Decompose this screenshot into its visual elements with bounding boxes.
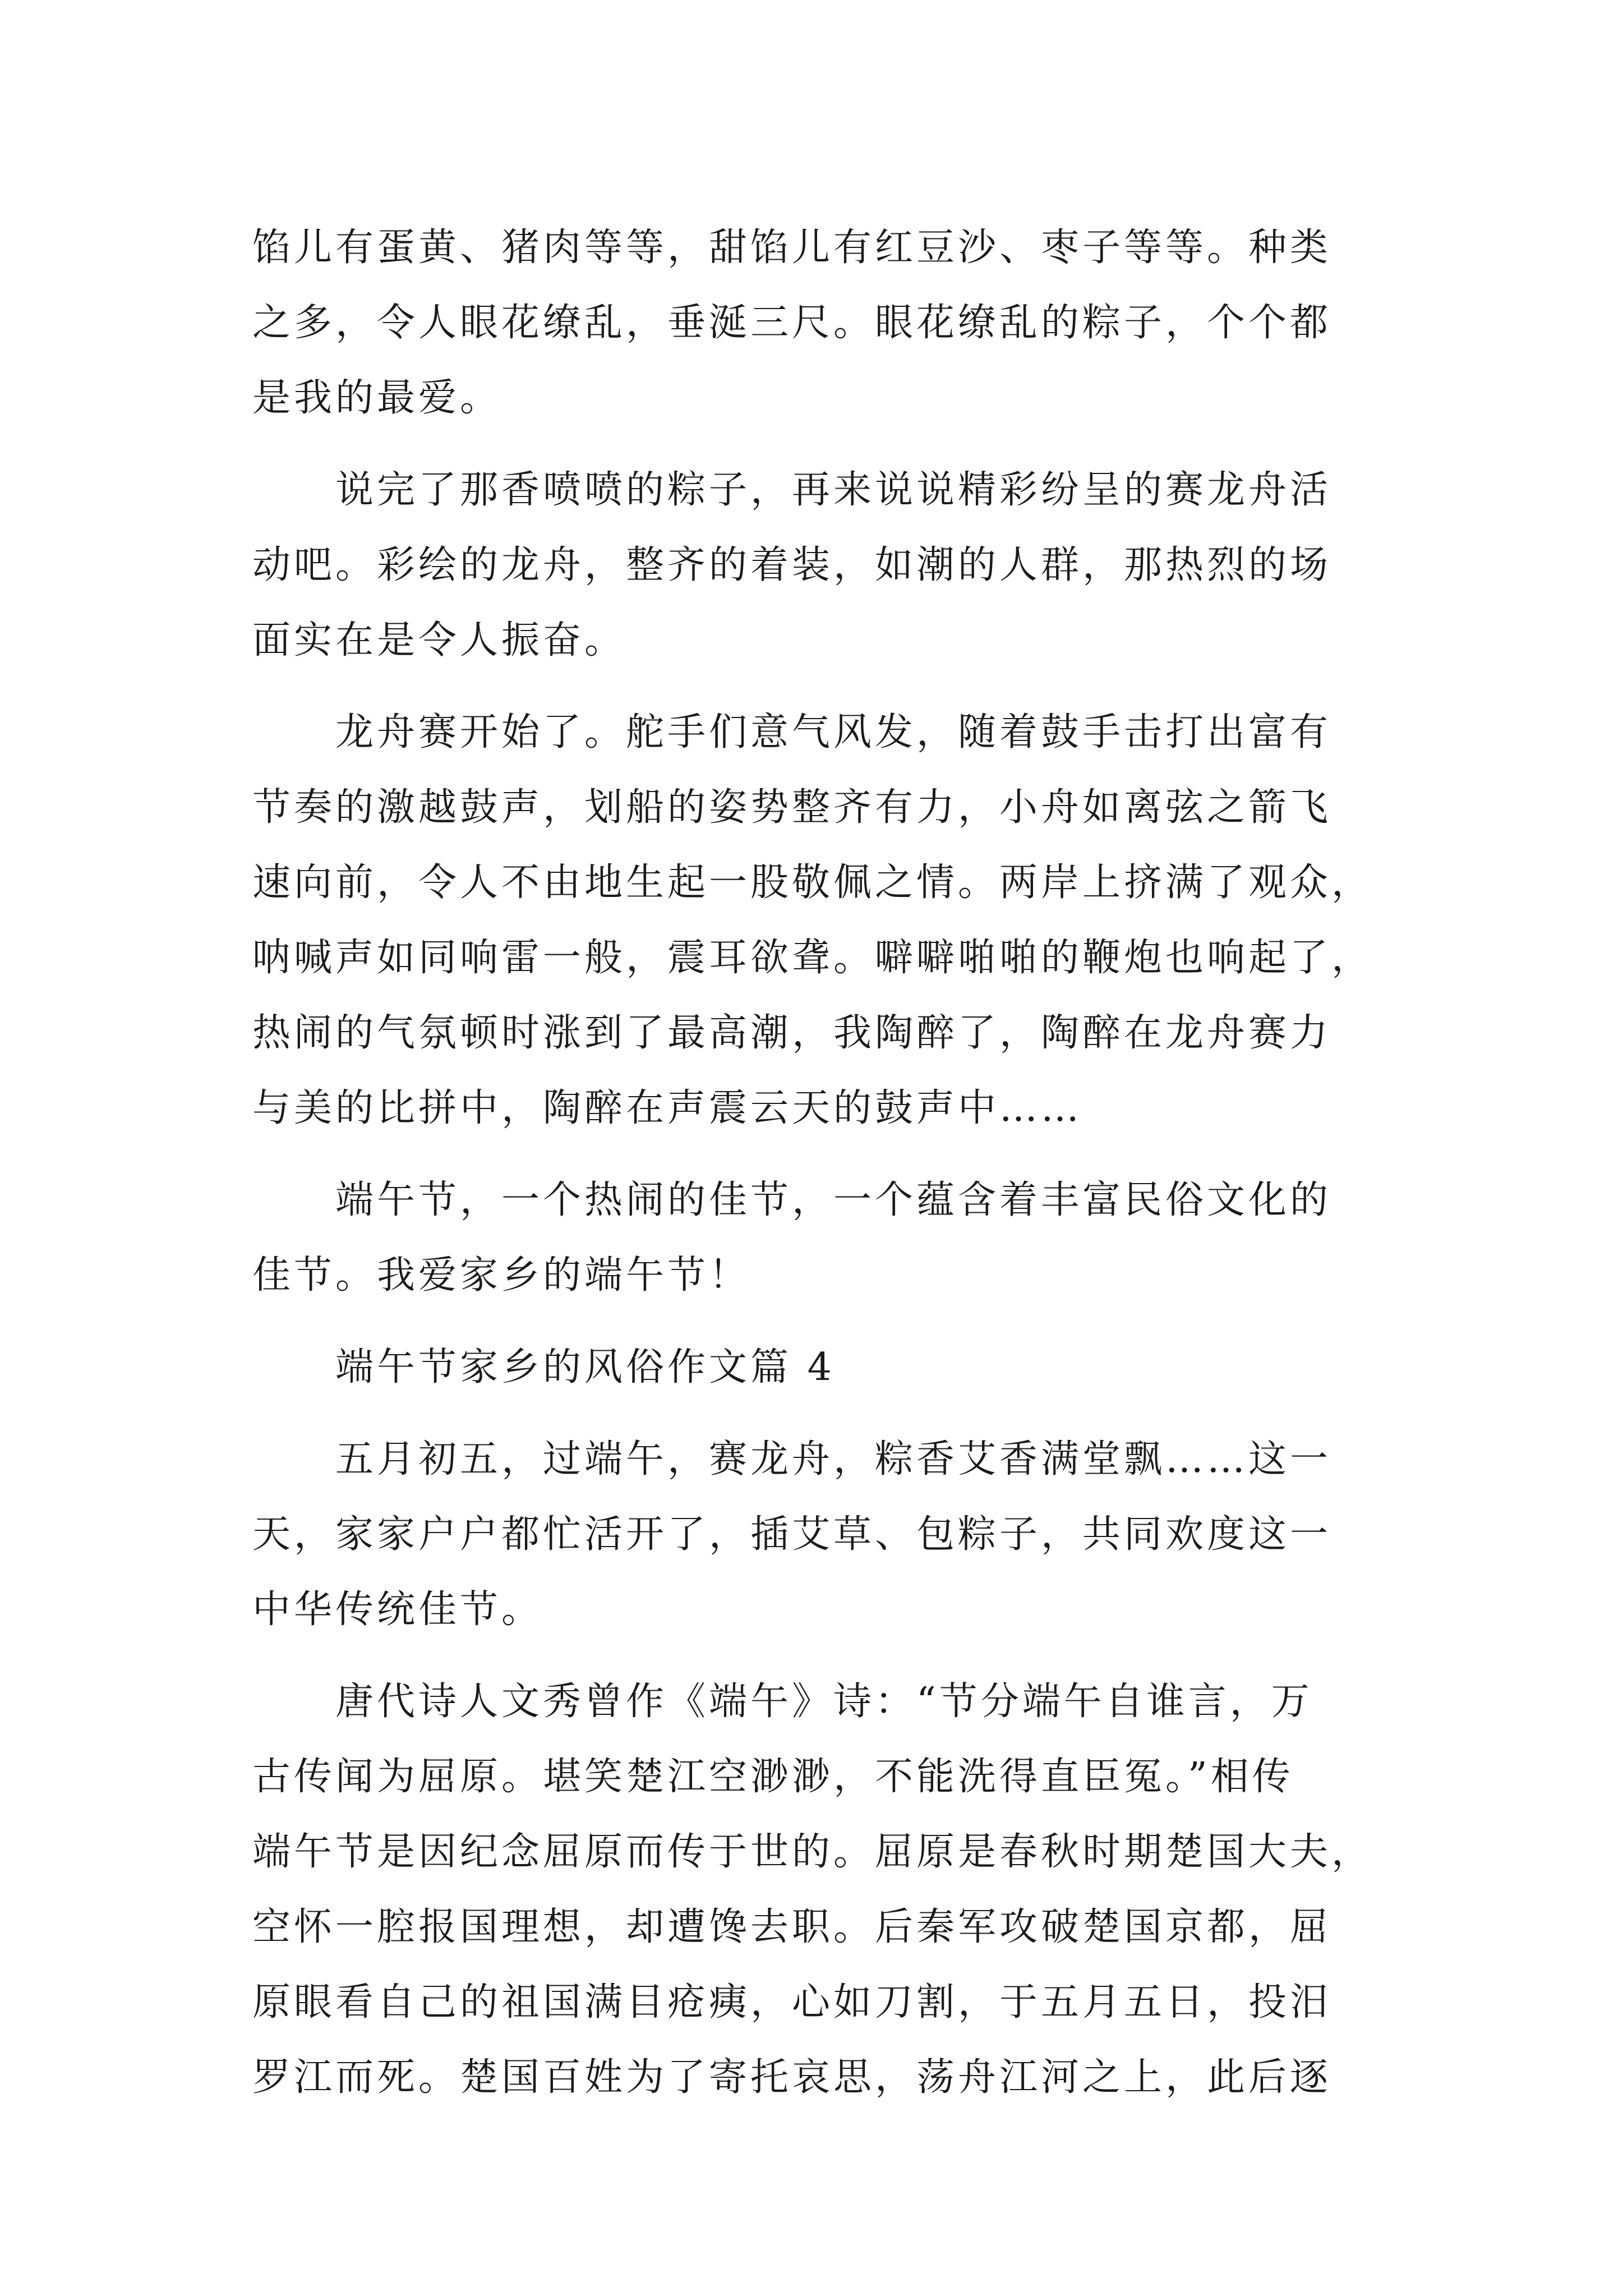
- text-line: 热闹的气氛顿时涨到了最高潮，我陶醉了，陶醉在龙舟赛力: [252, 1011, 1332, 1055]
- text-line: 端午节，一个热闹的佳节，一个蕴含着丰富民俗文化的: [252, 1178, 1332, 1222]
- paragraph-gap: [252, 678, 1380, 695]
- paragraph-gap: [252, 1146, 1380, 1163]
- paragraph-gap: [252, 1405, 1380, 1422]
- paragraph-gap: [252, 1648, 1380, 1664]
- text-line: 中华传统佳节。: [252, 1588, 543, 1632]
- text-line: 速向前，令人不由地生起一股敬佩之情。两岸上挤满了观众，: [252, 861, 1373, 905]
- text-line: 原眼看自己的祖国满目疮痍，心如刀割，于五月五日，投汨: [252, 1980, 1332, 2024]
- text-line: 是我的最爱。: [252, 376, 502, 420]
- text-line: 古传闻为屈原。堪笑楚江空渺渺，不能洗得直臣冤。”相传: [252, 1755, 1294, 1799]
- section-heading: 端午节家乡的风俗作文篇 4: [252, 1345, 835, 1389]
- text-line: 与美的比拼中，陶醉在声震云天的鼓声中……: [252, 1086, 1083, 1130]
- text-line: 端午节是因纪念屈原而传于世的。屈原是春秋时期楚国大夫，: [252, 1830, 1373, 1874]
- text-line: 动吧。彩绘的龙舟，整齐的着装，如潮的人群，那热烈的场: [252, 543, 1332, 587]
- text-line: 五月初五，过端午，赛龙舟，粽香艾香满堂飘……这一: [252, 1437, 1332, 1481]
- document-body: [252, 210, 1380, 2115]
- paragraph-gap: [252, 436, 1380, 453]
- text-line: 说完了那香喷喷的粽子，再来说说精彩纷呈的赛龙舟活: [252, 468, 1332, 512]
- text-line: 馅儿有蛋黄、猪肉等等，甜馅儿有红豆沙、枣子等等。种类: [252, 226, 1332, 270]
- text-line: 龙舟赛开始了。舵手们意气风发，随着鼓手击打出富有: [252, 710, 1332, 754]
- text-line: 唐代诗人文秀曾作《端午》诗：“节分端午自谁言，万: [252, 1680, 1313, 1724]
- text-line: 呐喊声如同响雷一般，震耳欲聋。噼噼啪啪的鞭炮也响起了，: [252, 936, 1373, 980]
- paragraph-gap: [252, 1313, 1380, 1330]
- text-line: 面实在是令人振奋。: [252, 618, 626, 662]
- text-line: 空怀一腔报国理想，却遭馋去职。后秦军攻破楚国京都，屈: [252, 1905, 1332, 1949]
- text-line: 罗江而死。楚国百姓为了寄托哀思，荡舟江河之上，此后逐: [252, 2055, 1332, 2100]
- text-line: 佳节。我爱家乡的端午节！: [252, 1253, 751, 1297]
- text-line: 之多，令人眼花缭乱，垂涎三尺。眼花缭乱的粽子，个个都: [252, 301, 1332, 345]
- text-line: 节奏的激越鼓声，划船的姿势整齐有力，小舟如离弦之箭飞: [252, 785, 1332, 830]
- text-line: 天，家家户户都忙活开了，插艾草、包粽子，共同欢度这一: [252, 1512, 1332, 1557]
